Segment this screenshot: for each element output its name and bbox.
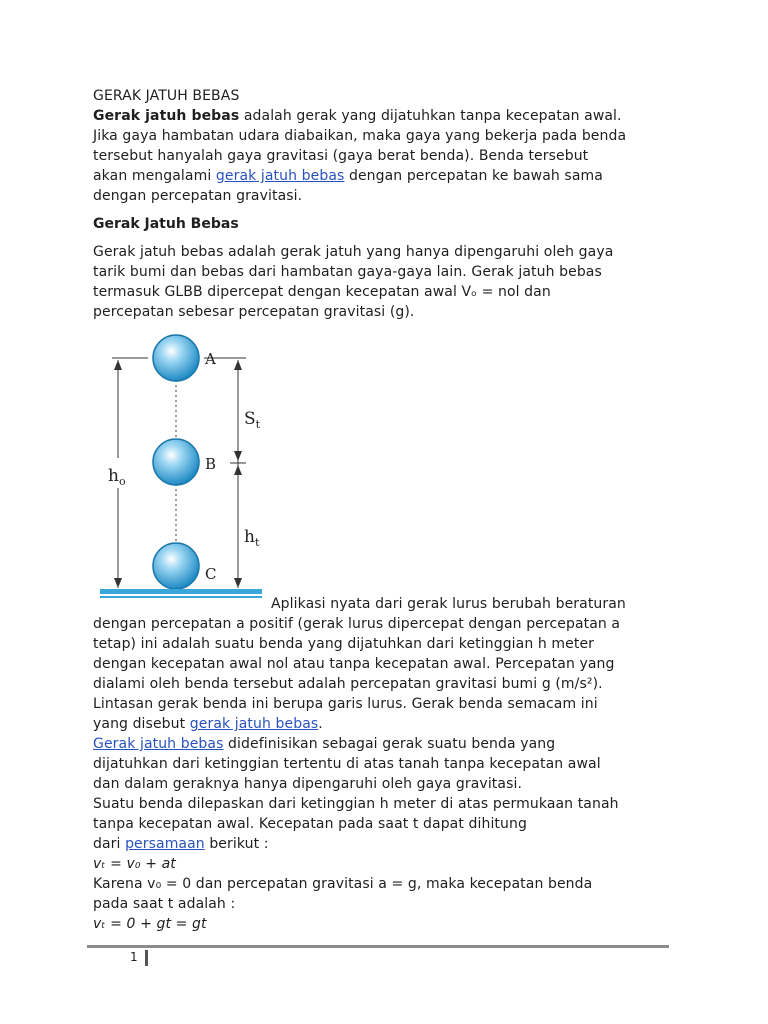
document-title: GERAK JATUH BEBAS [93,88,240,104]
ht-label-main: h [244,527,255,547]
text-span: didefinisikan sebagai gerak suatu benda yang [223,736,556,752]
point-a-label: A [205,350,216,368]
ground-surface [100,589,262,594]
link-gerak-jatuh-bebas[interactable]: gerak jatuh bebas [189,716,319,732]
ho-label-sub: o [118,475,126,488]
ball-b [153,439,199,485]
text-span: yang disebut [93,716,190,732]
paragraph-2-line-3: termasuk GLBB dipercepat dengan kecepatan awal Vₒ = nol dan [93,284,551,300]
ground-line [100,596,262,598]
paragraph-3-line-5: dialami oleh benda tersebut adalah percepatan gravitasi bumi g (m/s²). [93,676,603,692]
formula-velocity: vₜ = v₀ + at [93,856,176,872]
free-fall-figure [96,326,266,606]
text-span: dengan percepatan ke bawah sama [344,168,603,184]
paragraph-4-line-3: dan dalam geraknya hanya dipengaruhi oleh gaya gravitasi. [93,776,523,792]
paragraph-5-line-2: tanpa kecepatan awal. Kecepatan pada saat t dapat dihitung [93,816,527,832]
paragraph-6-line-1: Karena v₀ = 0 dan percepatan gravitasi a = g, maka kecepatan benda [93,876,593,892]
ball-a [153,335,199,381]
paragraph-3-line-3: tetap) ini adalah suatu benda yang dijatuhkan dari ketinggian h meter [93,636,595,652]
paragraph-1-line-5: dengan percepatan gravitasi. [93,188,303,204]
paragraph-3-line-7 [93,714,693,734]
ho-arrow-top [114,360,122,370]
st-label-main: S [244,409,256,429]
text-span: adalah gerak yang dijatuhkan tanpa kecepatan awal. [239,108,622,124]
paragraph-3-line-2: dengan percepatan a positif (gerak lurus dipercepat dengan percepatan a [93,616,621,632]
paragraph-5-line-1: Suatu benda dilepaskan dari ketinggian h meter di atas permukaan tanah [93,796,619,812]
paragraph-1-line-3: tersebut hanyalah gaya gravitasi (gaya berat benda). Benda tersebut [93,148,589,164]
page-number: 1 [130,950,138,964]
ht-label-sub: t [254,536,260,549]
link-gerak-jatuh-bebas[interactable]: Gerak jatuh bebas [93,736,224,752]
ht-arrow-top [234,465,242,475]
paragraph-2-line-4: percepatan sebesar percepatan gravitasi (g). [93,304,415,320]
point-c-label: C [205,565,217,583]
bold-term: Gerak jatuh bebas [93,108,240,124]
paragraph-3-line-1: Aplikasi nyata dari gerak lurus berubah beraturan [271,596,626,612]
paragraph-3-line-6: Lintasan gerak benda ini berupa garis lurus. Gerak benda semacam ini [93,696,598,712]
st-arrow-bottom [234,451,242,461]
formula-free-fall-velocity: vₜ = 0 + gt = gt [93,916,207,932]
page-number-bar [145,950,148,966]
ht-arrow-bottom [234,578,242,588]
paragraph-2-line-2: tarik bumi dan bebas dari hambatan gaya-gaya lain. Gerak jatuh bebas [93,264,602,280]
text-span: . [318,716,323,732]
st-label-sub: t [255,418,261,431]
ball-c [153,543,199,589]
paragraph-1-line-1 [93,106,693,126]
paragraph-4-line-2: dijatuhkan dari ketinggian tertentu di atas tanah tanpa kecepatan awal [93,756,601,772]
footer-rule [87,945,669,948]
st-arrow-top [234,360,242,370]
paragraph-2-line-1: Gerak jatuh bebas adalah gerak jatuh yang hanya dipengaruhi oleh gaya [93,244,614,260]
paragraph-6-line-2: pada saat t adalah : [93,896,236,912]
ho-label-main: h [108,466,119,486]
paragraph-4-line-1 [93,734,693,754]
free-fall-diagram [96,326,266,606]
paragraph-3-line-4: dengan kecepatan awal nol atau tanpa kecepatan awal. Percepatan yang [93,656,615,672]
paragraph-5-line-3 [93,834,693,854]
link-persamaan[interactable]: persamaan [125,836,205,852]
section-heading: Gerak Jatuh Bebas [93,216,239,232]
paragraph-1-line-4 [93,166,693,186]
text-span: akan mengalami [93,168,216,184]
paragraph-1-line-2: Jika gaya hambatan udara diabaikan, maka gaya yang bekerja pada benda [93,128,627,144]
text-span: dari [93,836,126,852]
link-gerak-jatuh-bebas[interactable]: gerak jatuh bebas [215,168,345,184]
ho-arrow-bottom [114,578,122,588]
text-span: berikut : [204,836,269,852]
point-b-label: B [205,455,217,473]
